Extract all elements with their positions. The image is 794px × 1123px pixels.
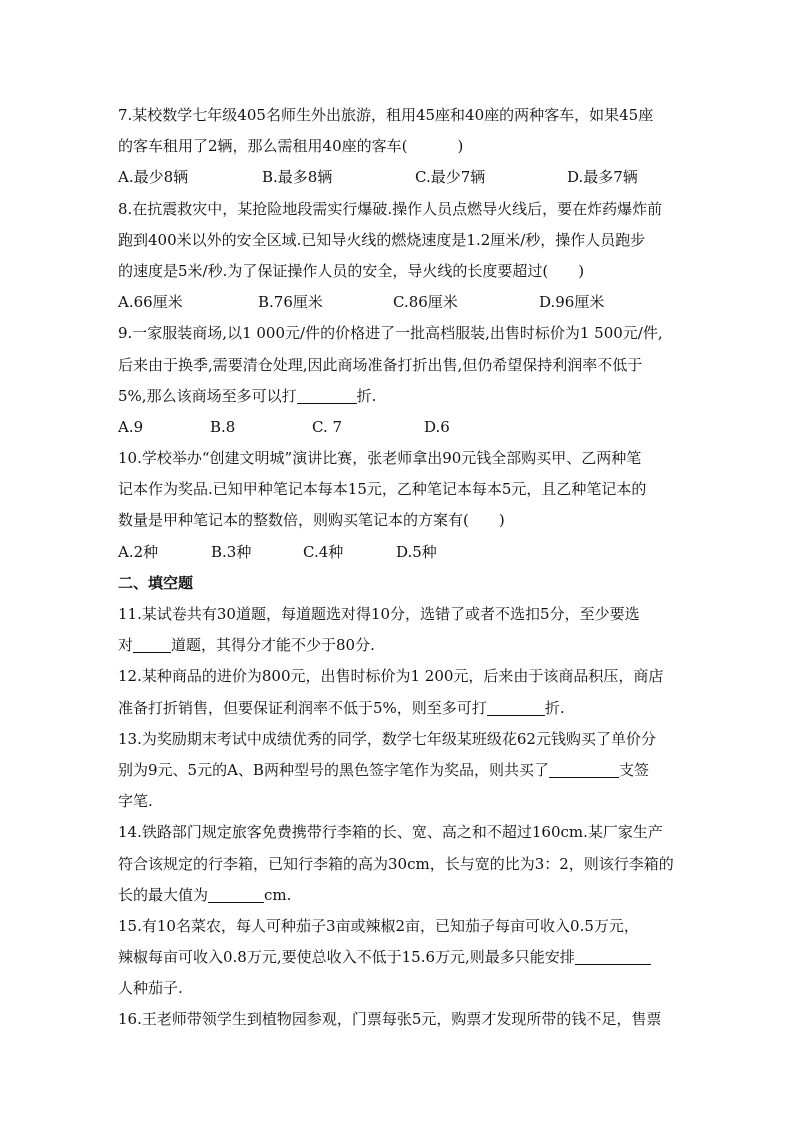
q9-line-1: 9.一家服装商场,以1 000元/件的价格进了一批高档服装,出售时标价为1 500元/件, <box>118 324 663 343</box>
q13-line-2: 别为9元、5元的A、B两种型号的黑色签字笔作为奖品，则共买了 支签 <box>118 760 649 779</box>
q14-answer-blank <box>208 884 264 903</box>
q13-line-1: 13.为奖励期末考试中成绩优秀的同学，数学七年级某班级花62元钱购买了单价分 <box>118 729 656 748</box>
q12-line-1: 12.某种商品的进价为800元，出售时标价为1 200元，后来由于该商品积压，商店 <box>118 667 664 686</box>
q14-line-3: 长的最大值为 cm. <box>118 885 292 904</box>
q15-line-3: 人种茄子. <box>118 979 183 998</box>
q7-option-b: B.最多8辆 <box>262 168 333 187</box>
q9-option-b: B.8 <box>210 417 236 436</box>
q8-option-b: B.76厘米 <box>258 293 323 312</box>
q10-option-c: C.4种 <box>303 542 344 561</box>
q9-option-a: A.9 <box>118 417 144 436</box>
q9-line-2: 后来由于换季,需要清仓处理,因此商场准备打折出售,但仍希望保持利润率不低于 <box>118 355 643 374</box>
q10-line-3: 数量是甲种笔记本的整数倍，则购买笔记本的方案有( ) <box>118 511 505 530</box>
q13-answer-blank <box>549 759 619 778</box>
q10-option-d: D.5种 <box>396 542 437 561</box>
q8-option-c: C.86厘米 <box>393 293 458 312</box>
q9-options <box>118 412 718 443</box>
q10-option-a: A.2种 <box>118 542 159 561</box>
q9-option-c: C. 7 <box>312 417 343 436</box>
q7-line-1: 7.某校数学七年级405名师生外出旅游，租用45座和40座的两种客车，如果45座 <box>118 106 654 124</box>
q10-option-b: B.3种 <box>211 542 252 561</box>
q9-answer-blank <box>297 385 357 404</box>
document-page <box>118 100 718 1036</box>
q12-line-2: 准备打折销售，但要保证利润率不低于5%，则至多可打 折. <box>118 698 565 717</box>
q7-option-c: C.最少7辆 <box>415 168 486 187</box>
q13-line-3: 字笔. <box>118 792 153 811</box>
section-heading-fill-in: 二、填空题 <box>118 573 194 592</box>
q10-line-2: 记本作为奖品.已知甲种笔记本每本15元，乙种笔记本每本5元，且乙种笔记本的 <box>118 480 647 499</box>
q8-option-a: A.66厘米 <box>118 293 183 312</box>
q10-line-1: 10.学校举办“创建文明城”演讲比赛，张老师拿出90元钱全部购买甲、乙两种笔 <box>118 449 642 468</box>
q11-answer-blank <box>133 634 171 653</box>
q14-line-1: 14.铁路部门规定旅客免费携带行李箱的长、宽、高之和不超过160cm.某厂家生产 <box>118 823 663 842</box>
q8-options <box>118 287 718 318</box>
q7-option-d: D.最多7辆 <box>567 168 638 187</box>
q9-option-d: D.6 <box>424 417 450 436</box>
q15-line-1: 15.有10名菜农，每人可种茄子3亩或辣椒2亩，已知茄子每亩可收入0.5万元， <box>118 916 639 935</box>
q7-line-2: 的客车租用了2辆，那么需租用40座的客车( ) <box>118 137 464 156</box>
q15-answer-blank <box>575 946 651 965</box>
q12-answer-blank <box>487 697 545 716</box>
q11-line-1: 11.某试卷共有30道题，每道题选对得10分，选错了或者不选扣5分，至少要选 <box>118 605 640 623</box>
q15-line-2: 辣椒每亩可收入0.8万元,要使总收入不低于15.6万元,则最多只能安排 <box>118 942 718 973</box>
q16-line-1: 16.王老师带领学生到植物园参观，门票每张5元，购票才发现所带的钱不足，售票 <box>118 1010 662 1029</box>
q8-line-3: 的速度是5米/秒.为了保证操作人员的安全，导火线的长度要超过( ) <box>118 261 585 280</box>
q9-line-3: 5%,那么该商场至多可以打 折. <box>118 386 377 405</box>
q8-line-1: 8.在抗震救灾中，某抢险地段需实行爆破.操作人员点燃导火线后，要在炸药爆炸前 <box>118 199 663 218</box>
q14-line-2: 符合该规定的行李箱，已知行李箱的高为30cm，长与宽的比为3：2，则该行李箱的 <box>118 854 674 873</box>
q11-line-2: 对 道题，其得分才能不少于80分. <box>118 636 375 655</box>
q8-line-2: 跑到400米以外的安全区域.已知导火线的燃烧速度是1.2厘米/秒，操作人员跑步 <box>118 230 646 249</box>
q8-option-d: D.96厘米 <box>539 293 605 312</box>
q7-options <box>118 162 718 193</box>
q7-option-a: A.最少8辆 <box>118 168 189 187</box>
q10-options <box>118 537 718 568</box>
